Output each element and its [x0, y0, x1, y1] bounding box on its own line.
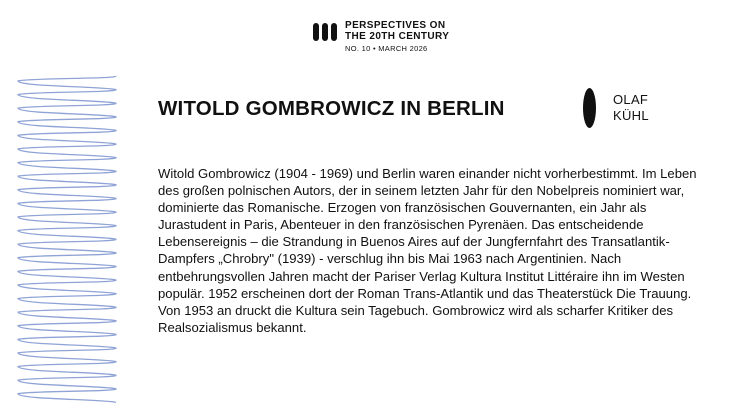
author-first-name: OLAF [613, 92, 649, 107]
article-title: WITOLD GOMBROWICZ IN BERLIN [158, 97, 505, 120]
publication-name-line2: THE 20TH CENTURY [345, 31, 450, 42]
publication-name-line1: PERSPECTIVES ON [345, 20, 446, 31]
author-last-name: KÜHL [613, 108, 649, 123]
masthead [313, 20, 483, 56]
spiral-decoration [16, 72, 120, 404]
issue-info: NO. 10 • MARCH 2026 [345, 44, 428, 53]
publication-name [345, 20, 449, 42]
author-mark-icon [583, 88, 596, 128]
author-name [613, 92, 649, 124]
article-body: Witold Gombrowicz (1904 - 1969) und Berlin waren einander nicht vorherbestimmt. Im Leben des großen polnischen Autors, der in seinem letzten Jahr für den Nobelpreis nominiert war, dominierte das Romanische. Erzogen von französischen Gouvernanten, ein Jahr als Jurastudent in Paris, Abenteuer in den französischen Pyrenäen. Das entscheidende Lebensereignis – die Strandung in Buenos Aires auf der Jungfernfahrt des Transatlantik-Dampfers „Chrobry" (1939) - verschlug ihn bis Mai 1963 nach Argentinien. Nach entbehrungsvollen Jahren macht der Pariser Verlag Kultura Institut Littéraire ihn im Westen populär. 1952 erscheinen dort der Roman Trans-Atlantik und das Theaterstück Die Trauung. Von 1953 an druckt die Kultura sein Tagebuch. Gombrowicz wird als scharfer Kritiker des Realsozialismus bekannt. [158, 166, 697, 335]
